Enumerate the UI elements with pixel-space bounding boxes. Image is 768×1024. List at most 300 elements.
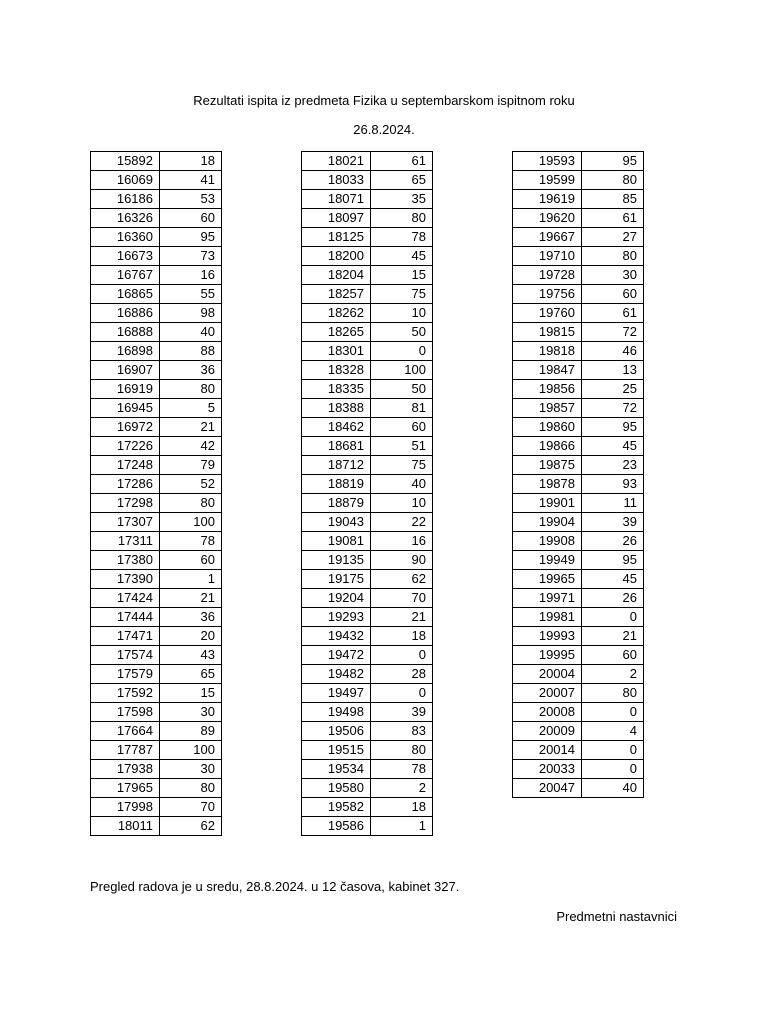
score: 60: [371, 418, 433, 437]
score: 26: [582, 532, 644, 551]
score: 36: [160, 608, 222, 627]
score: 65: [160, 665, 222, 684]
table-row: [302, 684, 433, 703]
table-row: [302, 380, 433, 399]
score: 78: [371, 228, 433, 247]
score: 60: [160, 551, 222, 570]
table-row: [91, 589, 222, 608]
student-index: 16360: [91, 228, 160, 247]
score: 62: [160, 817, 222, 836]
score: 10: [371, 494, 433, 513]
score: 2: [582, 665, 644, 684]
table-row: [513, 304, 644, 323]
table-row: [91, 741, 222, 760]
score: 45: [582, 570, 644, 589]
table-row: [91, 703, 222, 722]
table-row: [513, 532, 644, 551]
student-index: 20004: [513, 665, 582, 684]
student-index: 19728: [513, 266, 582, 285]
table-row: [91, 798, 222, 817]
student-index: 17592: [91, 684, 160, 703]
table-row: [302, 722, 433, 741]
table-row: [91, 418, 222, 437]
student-index: 18265: [302, 323, 371, 342]
student-index: 16767: [91, 266, 160, 285]
table-row: [91, 285, 222, 304]
student-index: 18712: [302, 456, 371, 475]
document-date: 26.8.2024.: [353, 122, 415, 137]
student-index: 19818: [513, 342, 582, 361]
student-index: 16945: [91, 399, 160, 418]
table-row: [91, 437, 222, 456]
table-row: [302, 247, 433, 266]
score: 80: [160, 779, 222, 798]
score: 0: [582, 760, 644, 779]
score: 50: [371, 380, 433, 399]
table-row: [513, 190, 644, 209]
score: 40: [582, 779, 644, 798]
student-index: 18388: [302, 399, 371, 418]
student-index: 16186: [91, 190, 160, 209]
student-index: 19580: [302, 779, 371, 798]
student-index: 18257: [302, 285, 371, 304]
score: 60: [582, 646, 644, 665]
table-row: [513, 380, 644, 399]
score: 51: [371, 437, 433, 456]
score: 73: [160, 247, 222, 266]
table-row: [91, 209, 222, 228]
table-row: [91, 817, 222, 836]
document-title: Rezultati ispita iz predmeta Fizika u septembarskom ispitnom roku: [193, 93, 575, 108]
student-index: 19619: [513, 190, 582, 209]
score: 75: [371, 285, 433, 304]
score: 5: [160, 399, 222, 418]
student-index: 20014: [513, 741, 582, 760]
score: 80: [160, 380, 222, 399]
table-row: [91, 532, 222, 551]
results-table-column-2: [301, 151, 433, 836]
table-row: [91, 779, 222, 798]
score: 1: [160, 570, 222, 589]
student-index: 19498: [302, 703, 371, 722]
student-index: 19878: [513, 475, 582, 494]
table-row: [91, 665, 222, 684]
table-row: [302, 209, 433, 228]
table-row: [513, 323, 644, 342]
student-index: 20047: [513, 779, 582, 798]
table-row: [302, 171, 433, 190]
student-index: 16326: [91, 209, 160, 228]
table-row: [513, 209, 644, 228]
score: 61: [582, 209, 644, 228]
score: 61: [582, 304, 644, 323]
table-row: [302, 456, 433, 475]
student-index: 17579: [91, 665, 160, 684]
table-row: [91, 646, 222, 665]
student-index: 20033: [513, 760, 582, 779]
student-index: 17598: [91, 703, 160, 722]
score: 80: [371, 741, 433, 760]
student-index: 19760: [513, 304, 582, 323]
table-row: [513, 228, 644, 247]
student-index: 16907: [91, 361, 160, 380]
student-index: 19620: [513, 209, 582, 228]
score: 30: [160, 703, 222, 722]
student-index: 17574: [91, 646, 160, 665]
table-row: [302, 798, 433, 817]
student-index: 19756: [513, 285, 582, 304]
student-index: 19081: [302, 532, 371, 551]
score: 65: [371, 171, 433, 190]
table-row: [91, 152, 222, 171]
student-index: 19515: [302, 741, 371, 760]
student-index: 20008: [513, 703, 582, 722]
table-row: [302, 266, 433, 285]
score: 72: [582, 399, 644, 418]
student-index: 18033: [302, 171, 371, 190]
student-index: 17307: [91, 513, 160, 532]
student-index: 19293: [302, 608, 371, 627]
student-index: 18681: [302, 437, 371, 456]
table-row: [513, 551, 644, 570]
table-row: [302, 817, 433, 836]
score: 1: [371, 817, 433, 836]
student-index: 19534: [302, 760, 371, 779]
table-row: [302, 399, 433, 418]
score: 16: [371, 532, 433, 551]
table-row: [91, 684, 222, 703]
table-row: [302, 627, 433, 646]
student-index: 19965: [513, 570, 582, 589]
score: 0: [582, 608, 644, 627]
student-index: 19582: [302, 798, 371, 817]
student-index: 18204: [302, 266, 371, 285]
student-index: 17424: [91, 589, 160, 608]
score: 22: [371, 513, 433, 532]
student-index: 19993: [513, 627, 582, 646]
student-index: 19949: [513, 551, 582, 570]
score: 27: [582, 228, 644, 247]
score: 53: [160, 190, 222, 209]
table-row: [302, 532, 433, 551]
score: 18: [371, 798, 433, 817]
score: 41: [160, 171, 222, 190]
table-row: [513, 684, 644, 703]
score: 0: [371, 684, 433, 703]
score: 0: [371, 646, 433, 665]
student-index: 19482: [302, 665, 371, 684]
score: 15: [371, 266, 433, 285]
score: 20: [160, 627, 222, 646]
table-row: [513, 247, 644, 266]
student-index: 19857: [513, 399, 582, 418]
student-index: 19043: [302, 513, 371, 532]
review-note: Pregled radova je u sredu, 28.8.2024. u 12 časova, kabinet 327.: [90, 879, 460, 894]
score: 0: [582, 703, 644, 722]
student-index: 18011: [91, 817, 160, 836]
table-row: [91, 456, 222, 475]
table-row: [91, 266, 222, 285]
score: 61: [371, 152, 433, 171]
table-row: [302, 285, 433, 304]
table-row: [302, 551, 433, 570]
score: 70: [160, 798, 222, 817]
score: 95: [582, 152, 644, 171]
table-row: [302, 646, 433, 665]
table-row: [513, 456, 644, 475]
score: 0: [582, 741, 644, 760]
student-index: 19981: [513, 608, 582, 627]
table-row: [302, 304, 433, 323]
table-row: [91, 475, 222, 494]
table-row: [513, 627, 644, 646]
table-row: [91, 190, 222, 209]
score: 80: [582, 684, 644, 703]
table-row: [91, 722, 222, 741]
table-row: [513, 513, 644, 532]
score: 70: [371, 589, 433, 608]
student-index: 16673: [91, 247, 160, 266]
table-row: [302, 703, 433, 722]
score: 25: [582, 380, 644, 399]
score: 100: [160, 513, 222, 532]
table-row: [513, 152, 644, 171]
score: 10: [371, 304, 433, 323]
student-index: 18328: [302, 361, 371, 380]
score: 50: [371, 323, 433, 342]
score: 55: [160, 285, 222, 304]
student-index: 16972: [91, 418, 160, 437]
student-index: 18125: [302, 228, 371, 247]
table-row: [302, 437, 433, 456]
score: 21: [582, 627, 644, 646]
score: 30: [160, 760, 222, 779]
student-index: 17965: [91, 779, 160, 798]
table-row: [302, 570, 433, 589]
table-row: [513, 437, 644, 456]
table-row: [513, 285, 644, 304]
score: 35: [371, 190, 433, 209]
score: 78: [160, 532, 222, 551]
table-row: [91, 551, 222, 570]
table-row: [91, 608, 222, 627]
student-index: 18879: [302, 494, 371, 513]
student-index: 17787: [91, 741, 160, 760]
score: 43: [160, 646, 222, 665]
table-row: [302, 494, 433, 513]
score: 95: [582, 551, 644, 570]
student-index: 17998: [91, 798, 160, 817]
student-index: 19497: [302, 684, 371, 703]
score: 2: [371, 779, 433, 798]
student-index: 17298: [91, 494, 160, 513]
table-row: [513, 741, 644, 760]
student-index: 16886: [91, 304, 160, 323]
table-row: [302, 779, 433, 798]
score: 45: [582, 437, 644, 456]
signature: Predmetni nastavnici: [556, 909, 677, 924]
results-table-column-1: [90, 151, 222, 836]
student-index: 19710: [513, 247, 582, 266]
score: 21: [160, 418, 222, 437]
student-index: 18335: [302, 380, 371, 399]
score: 0: [371, 342, 433, 361]
table-row: [302, 665, 433, 684]
score: 26: [582, 589, 644, 608]
score: 83: [371, 722, 433, 741]
score: 60: [582, 285, 644, 304]
student-index: 16888: [91, 323, 160, 342]
score: 18: [371, 627, 433, 646]
table-row: [513, 589, 644, 608]
student-index: 20009: [513, 722, 582, 741]
student-index: 17444: [91, 608, 160, 627]
table-row: [513, 665, 644, 684]
student-index: 19971: [513, 589, 582, 608]
table-row: [513, 760, 644, 779]
table-row: [302, 361, 433, 380]
student-index: 19135: [302, 551, 371, 570]
table-row: [91, 494, 222, 513]
table-row: [302, 342, 433, 361]
student-index: 16919: [91, 380, 160, 399]
score: 16: [160, 266, 222, 285]
student-index: 19599: [513, 171, 582, 190]
student-index: 19586: [302, 817, 371, 836]
student-index: 17390: [91, 570, 160, 589]
score: 88: [160, 342, 222, 361]
score: 62: [371, 570, 433, 589]
table-row: [302, 228, 433, 247]
table-row: [302, 741, 433, 760]
score: 23: [582, 456, 644, 475]
student-index: 19856: [513, 380, 582, 399]
student-index: 15892: [91, 152, 160, 171]
student-index: 19866: [513, 437, 582, 456]
student-index: 18200: [302, 247, 371, 266]
table-row: [302, 589, 433, 608]
student-index: 19175: [302, 570, 371, 589]
table-row: [302, 475, 433, 494]
score: 93: [582, 475, 644, 494]
score: 72: [582, 323, 644, 342]
score: 75: [371, 456, 433, 475]
table-row: [91, 513, 222, 532]
student-index: 18819: [302, 475, 371, 494]
score: 30: [582, 266, 644, 285]
table-row: [91, 323, 222, 342]
table-row: [302, 608, 433, 627]
table-row: [302, 152, 433, 171]
student-index: 18021: [302, 152, 371, 171]
student-index: 17938: [91, 760, 160, 779]
table-row: [513, 361, 644, 380]
student-index: 19667: [513, 228, 582, 247]
score: 78: [371, 760, 433, 779]
student-index: 19506: [302, 722, 371, 741]
student-index: 16898: [91, 342, 160, 361]
score: 21: [160, 589, 222, 608]
table-row: [91, 627, 222, 646]
table-row: [513, 646, 644, 665]
score: 28: [371, 665, 433, 684]
table-row: [513, 399, 644, 418]
table-row: [91, 380, 222, 399]
student-index: 18071: [302, 190, 371, 209]
table-row: [513, 266, 644, 285]
score: 52: [160, 475, 222, 494]
student-index: 19204: [302, 589, 371, 608]
table-row: [302, 760, 433, 779]
score: 95: [160, 228, 222, 247]
score: 100: [371, 361, 433, 380]
score: 40: [371, 475, 433, 494]
student-index: 19472: [302, 646, 371, 665]
student-index: 19432: [302, 627, 371, 646]
score: 60: [160, 209, 222, 228]
student-index: 20007: [513, 684, 582, 703]
score: 95: [582, 418, 644, 437]
student-index: 17226: [91, 437, 160, 456]
student-index: 19908: [513, 532, 582, 551]
table-row: [91, 399, 222, 418]
student-index: 16865: [91, 285, 160, 304]
student-index: 19904: [513, 513, 582, 532]
score: 45: [371, 247, 433, 266]
score: 80: [582, 171, 644, 190]
score: 11: [582, 494, 644, 513]
student-index: 17311: [91, 532, 160, 551]
student-index: 19995: [513, 646, 582, 665]
score: 42: [160, 437, 222, 456]
student-index: 17471: [91, 627, 160, 646]
score: 90: [371, 551, 433, 570]
table-row: [513, 570, 644, 589]
table-row: [513, 608, 644, 627]
table-row: [302, 190, 433, 209]
student-index: 19875: [513, 456, 582, 475]
student-index: 19860: [513, 418, 582, 437]
table-row: [513, 418, 644, 437]
table-row: [513, 703, 644, 722]
score: 21: [371, 608, 433, 627]
table-row: [91, 361, 222, 380]
table-row: [513, 779, 644, 798]
student-index: 19847: [513, 361, 582, 380]
table-row: [91, 304, 222, 323]
score: 36: [160, 361, 222, 380]
score: 80: [582, 247, 644, 266]
student-index: 17248: [91, 456, 160, 475]
score: 100: [160, 741, 222, 760]
table-row: [302, 513, 433, 532]
student-index: 18097: [302, 209, 371, 228]
student-index: 18462: [302, 418, 371, 437]
student-index: 19901: [513, 494, 582, 513]
table-row: [91, 570, 222, 589]
student-index: 17380: [91, 551, 160, 570]
score: 81: [371, 399, 433, 418]
student-index: 19593: [513, 152, 582, 171]
table-row: [513, 475, 644, 494]
table-row: [513, 722, 644, 741]
table-row: [302, 418, 433, 437]
score: 85: [582, 190, 644, 209]
student-index: 18262: [302, 304, 371, 323]
student-index: 18301: [302, 342, 371, 361]
score: 40: [160, 323, 222, 342]
student-index: 19815: [513, 323, 582, 342]
